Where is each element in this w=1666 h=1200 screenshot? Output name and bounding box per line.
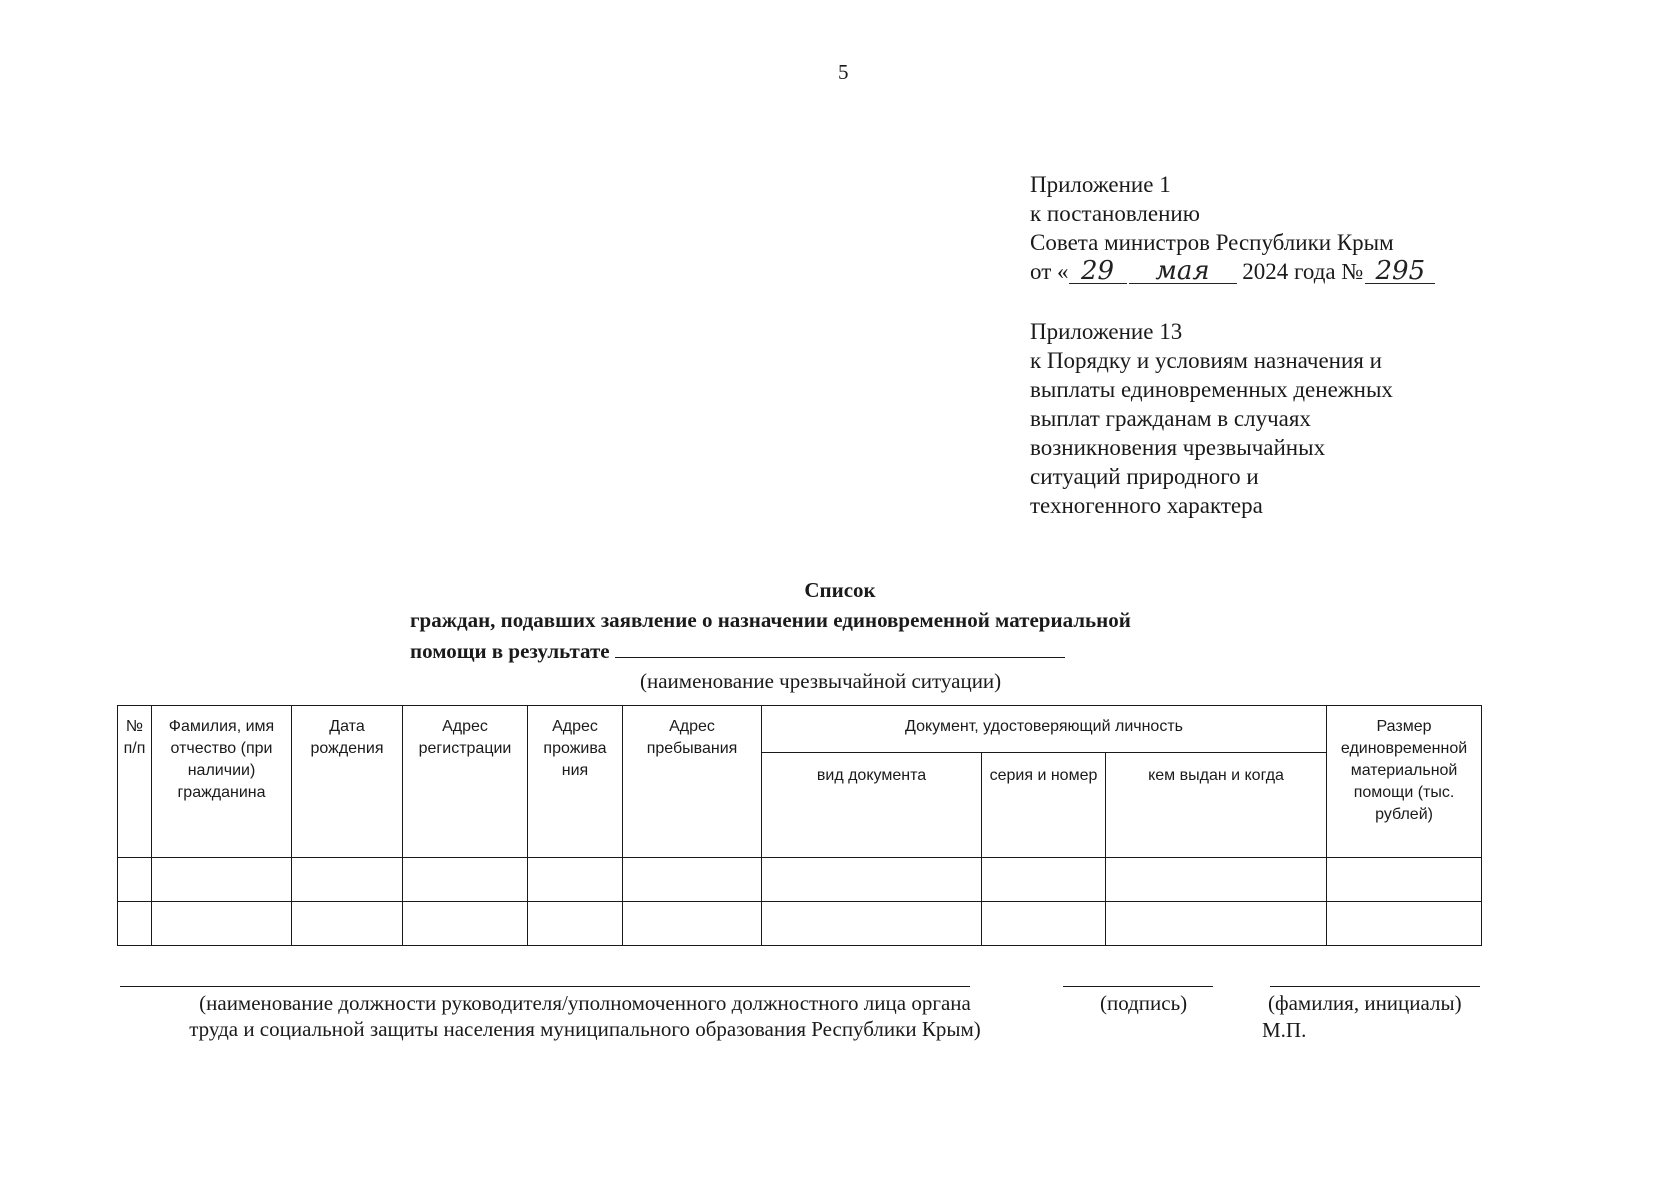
post-caption-line2: труда и социальной защиты населения муниципального образования Республики Крым) bbox=[189, 1017, 981, 1041]
table-cell bbox=[1106, 902, 1327, 946]
appendix-1-line3: Совета министров Республики Крым bbox=[1030, 230, 1394, 255]
handwritten-day: 29 bbox=[1069, 259, 1127, 284]
signature-caption: (подпись) bbox=[1100, 991, 1188, 1015]
table-row bbox=[118, 858, 1482, 902]
name-line bbox=[1270, 985, 1480, 987]
list-subtitle-prefix: помощи в результате bbox=[410, 639, 610, 663]
table-cell bbox=[1106, 858, 1327, 902]
col-header-fio: Фамилия, имя отчество (при наличии) гражданина bbox=[152, 706, 292, 858]
post-caption-line1: (наименование должности руководителя/уполномоченного должностного лица органа bbox=[199, 991, 971, 1015]
col-header-aid-amount: Размер единовременной материальной помощи (тыс. рублей) bbox=[1327, 706, 1482, 858]
appendix-1-date-line bbox=[1030, 257, 1435, 286]
date-year-text: 2024 года № bbox=[1242, 259, 1364, 284]
appendix-1-line2: к постановлению bbox=[1030, 201, 1200, 226]
post-caption bbox=[130, 990, 1040, 1042]
table-cell bbox=[623, 858, 762, 902]
table-cell bbox=[403, 902, 528, 946]
name-caption: (фамилия, инициалы) bbox=[1268, 991, 1462, 1015]
emergency-name-blank bbox=[615, 635, 1065, 658]
table-cell bbox=[118, 902, 152, 946]
table-cell bbox=[152, 858, 292, 902]
table-cell bbox=[982, 858, 1106, 902]
signature-line bbox=[1063, 985, 1213, 987]
emergency-name-caption: (наименование чрезвычайной ситуации) bbox=[640, 669, 1002, 693]
handwritten-number: 295 bbox=[1365, 259, 1435, 284]
col-header-residence-address: Адрес прожива ния bbox=[528, 706, 623, 858]
handwritten-month: мая bbox=[1129, 259, 1237, 284]
appendix-1-line1: Приложение 1 bbox=[1030, 172, 1171, 197]
table-cell bbox=[152, 902, 292, 946]
table-cell bbox=[118, 858, 152, 902]
appendix-13-line: техногенного характера bbox=[1030, 493, 1263, 518]
table-cell bbox=[623, 902, 762, 946]
date-prefix: от « bbox=[1030, 259, 1069, 284]
citizens-table bbox=[117, 705, 1482, 946]
col-header-registration-address: Адрес регистрации bbox=[403, 706, 528, 858]
appendix-13-block bbox=[1030, 317, 1393, 520]
appendix-13-line: возникновения чрезвычайных bbox=[1030, 435, 1326, 460]
table-cell bbox=[403, 858, 528, 902]
col-header-document-type: вид документа bbox=[762, 753, 982, 858]
list-subtitle: граждан, подавших заявление о назначении единовременной материальной bbox=[410, 608, 1131, 632]
list-heading: Список bbox=[804, 578, 876, 602]
col-header-number: № п/п bbox=[118, 706, 152, 858]
col-header-birth-date: Дата рождения bbox=[292, 706, 403, 858]
appendix-13-line: к Порядку и условиям назначения и bbox=[1030, 348, 1382, 373]
list-subtitle-line3 bbox=[410, 635, 1290, 666]
appendix-13-line: Приложение 13 bbox=[1030, 319, 1183, 344]
table-cell bbox=[292, 858, 403, 902]
col-header-document-series: серия и номер bbox=[982, 753, 1106, 858]
col-header-stay-address: Адрес пребывания bbox=[623, 706, 762, 858]
table-cell bbox=[528, 902, 623, 946]
col-header-identity-document: Документ, удостоверяющий личность bbox=[762, 706, 1327, 753]
appendix-13-line: ситуаций природного и bbox=[1030, 464, 1259, 489]
table-cell bbox=[762, 858, 982, 902]
table-cell bbox=[1327, 858, 1482, 902]
page-number: 5 bbox=[838, 60, 849, 84]
table-cell bbox=[292, 902, 403, 946]
list-title-block bbox=[410, 575, 1290, 696]
post-signature-line bbox=[120, 985, 970, 987]
table-row bbox=[118, 902, 1482, 946]
col-header-document-issued: кем выдан и когда bbox=[1106, 753, 1327, 858]
table-cell bbox=[1327, 902, 1482, 946]
appendix-1-block bbox=[1030, 170, 1435, 286]
table-cell bbox=[762, 902, 982, 946]
appendix-13-line: выплат гражданам в случаях bbox=[1030, 406, 1311, 431]
table-header-row bbox=[118, 706, 1482, 753]
appendix-13-line: выплаты единовременных денежных bbox=[1030, 377, 1393, 402]
seal-mark: М.П. bbox=[1262, 1018, 1307, 1042]
table-cell bbox=[528, 858, 623, 902]
table-cell bbox=[982, 902, 1106, 946]
